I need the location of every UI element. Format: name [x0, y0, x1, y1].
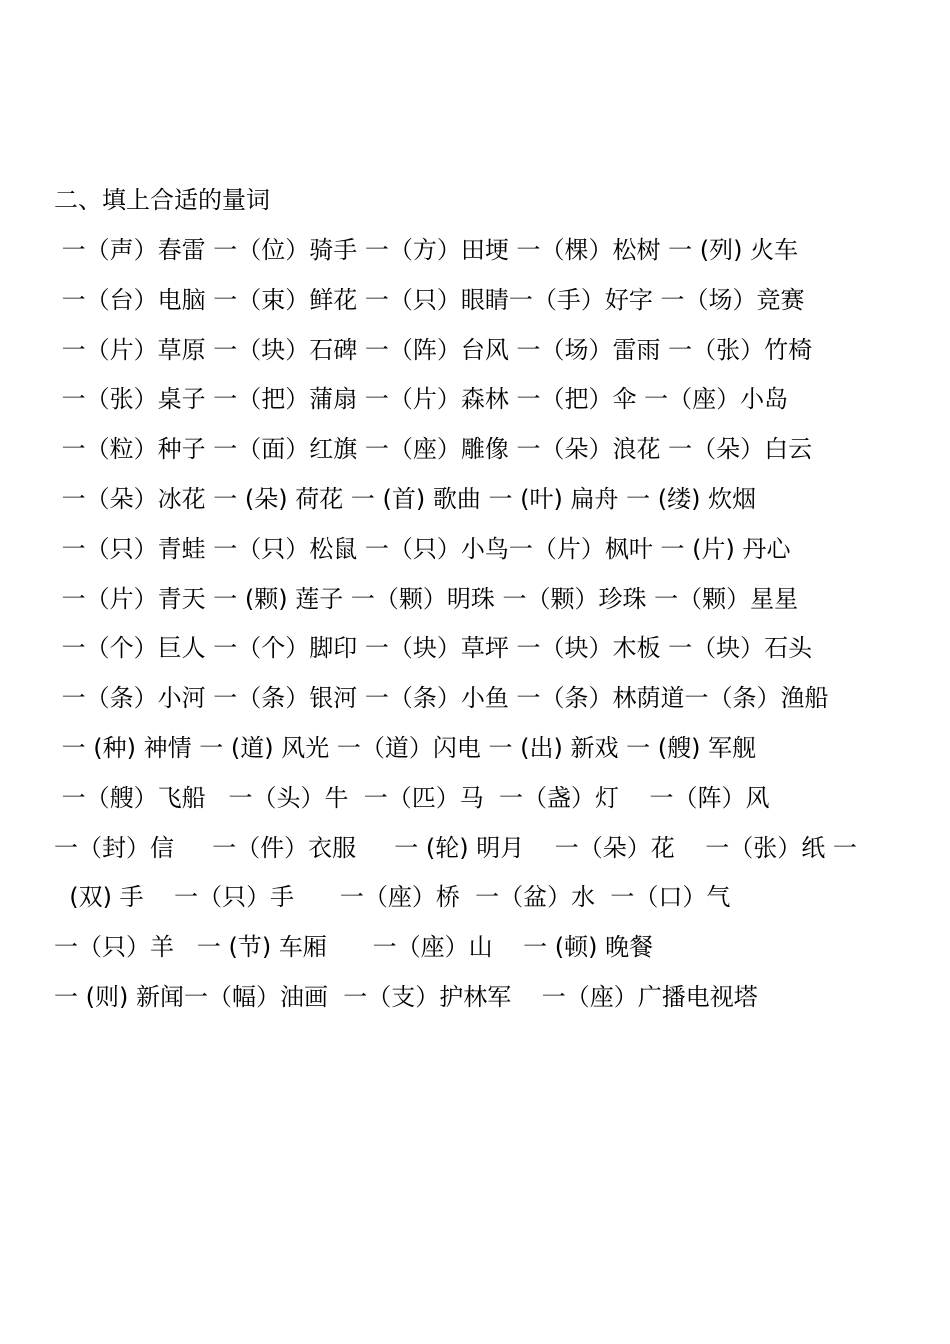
exercise-lines: [0, 233, 950, 1030]
exercise-line: 一（声）春雷 一（位）骑手 一（方）田埂 一（棵）松树 一 (列) 火车: [54, 236, 799, 264]
exercise-line: 一（台）电脑 一（束）鲜花 一（只）眼睛一（手）好字 一（场）竞赛: [54, 285, 805, 314]
exercise-line: 一（朵）冰花 一 (朵) 荷花 一 (首) 歌曲 一 (叶) 扁舟 一 (缕) 炊烟: [54, 484, 757, 513]
exercise-line: 一（只）羊 一 (节) 车厢 一（座）山 一 (顿) 晚餐: [54, 933, 654, 962]
exercise-line: 一（粒）种子 一（面）红旗 一（座）雕像 一（朵）浪花 一（朵）白云: [54, 435, 813, 464]
exercise-line: 一 (则) 新闻一（幅）油画 一（支）护林军 一（座）广播电视塔: [54, 982, 758, 1011]
exercise-line: (双) 手 一（只）手 一（座）桥 一（盆）水 一（口）气: [54, 883, 731, 912]
exercise-line: 一（条）小河 一（条）银河 一（条）小鱼 一（条）林荫道一（条）渔船: [54, 684, 829, 713]
exercise-line: 一（艘）飞船 一（头）牛 一（匹）马 一（盏）灯 一（阵）风: [54, 783, 770, 812]
exercise-line: 一（个）巨人 一（个）脚印 一（块）草坪 一（块）木板 一（块）石头: [54, 634, 813, 663]
exercise-line: 一 (种) 神情 一 (道) 风光 一（道）闪电 一 (出) 新戏 一 (艘) 军舰: [54, 733, 757, 762]
exercise-line: 一（张）桌子 一（把）蒲扇 一（片）森林 一（把）伞 一（座）小岛: [54, 385, 789, 414]
section-title: 二、填上合适的量词: [54, 186, 270, 214]
exercise-line: 一（封）信 一（件）衣服 一 (轮) 明月 一（朵）花 一（张）纸 一: [54, 833, 857, 862]
exercise-line: 一（只）青蛙 一（只）松鼠 一（只）小鸟一（片）枫叶 一 (片) 丹心: [54, 534, 791, 563]
exercise-line: 一（片）青天 一 (颗) 莲子 一（颗）明珠 一（颗）珍珠 一（颗）星星: [54, 584, 799, 613]
exercise-line: 一（片）草原 一（块）石碑 一（阵）台风 一（场）雷雨 一（张）竹椅: [54, 335, 813, 364]
